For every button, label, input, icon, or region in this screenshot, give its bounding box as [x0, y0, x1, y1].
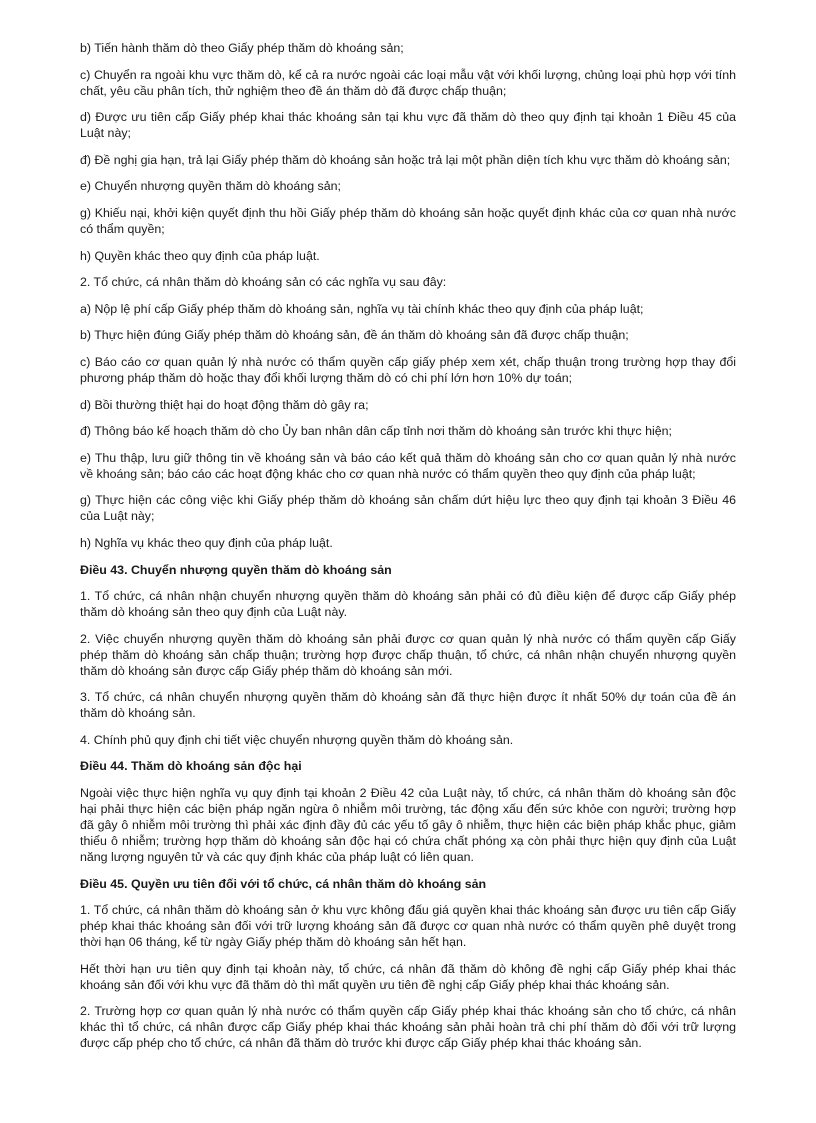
obligation-e-collect-report: e) Thu thập, lưu giữ thông tin về khoáng sản và báo cáo kết quả thăm dò khoáng sản cho cơ quan quản lý nhà nước về khoáng sản; báo cáo các hoạt động khác cho cơ quan nhà nước có thẩm quyền theo quy định của pháp luật; [80, 450, 736, 481]
obligation-c-report-changes: c) Báo cáo cơ quan quản lý nhà nước có thẩm quyền cấp giấy phép xem xét, chấp thuận trong trường hợp thay đổi phương pháp thăm dò hoặc thay đổi khối lượng thăm dò có chi phí lớn hơn 10% dự toán; [80, 354, 736, 385]
article-44-body: Ngoài việc thực hiện nghĩa vụ quy định tại khoản 2 Điều 42 của Luật này, tổ chức, cá nhân thăm dò khoáng sản độc hại phải thực hiện các biện pháp ngăn ngừa ô nhiễm môi trường, tác động xấu đến sức khỏe con người; trường hợp đã gây ô nhiễm môi trường thì phải xác định đầy đủ các yếu tố gây ô nhiễm, thực hiện các biện pháp khắc phục, giảm thiểu ô nhiễm; trường hợp thăm dò khoáng sản độc hại có chứa chất phóng xạ còn phải thực hiện quy định của Luật năng lượng nguyên tử và các quy định khác của pháp luật có liên quan. [80, 786, 736, 865]
clause-d-priority-mining-license: d) Được ưu tiên cấp Giấy phép khai thác khoáng sản tại khu vực đã thăm dò theo quy định tại khoản 1 Điều 45 của Luật này; [80, 110, 736, 141]
clause-e-transfer-rights: e) Chuyển nhượng quyền thăm dò khoáng sản; [80, 179, 341, 194]
obligation-h-other: h) Nghĩa vụ khác theo quy định của pháp luật. [80, 535, 333, 550]
article-43-clause-3: 3. Tổ chức, cá nhân chuyển nhượng quyền thăm dò khoáng sản đã thực hiện được ít nhất 50% dự toán của đề án thăm dò khoáng sản. [80, 690, 736, 721]
article-43-heading: Điều 43. Chuyển nhượng quyền thăm dò khoáng sản [80, 562, 392, 577]
article-45-clause-1-continued: Hết thời hạn ưu tiên quy định tại khoản này, tổ chức, cá nhân đã thăm dò không đề nghị cấp Giấy phép khai thác khoáng sản đối với khu vực đã thăm dò thì mất quyền ưu tiên đề nghị cấp Giấy phép khai thác khoáng sản. [80, 961, 736, 992]
clause-h-other-rights: h) Quyền khác theo quy định của pháp luật. [80, 248, 320, 263]
obligation-a-fees: a) Nộp lệ phí cấp Giấy phép thăm dò khoáng sản, nghĩa vụ tài chính khác theo quy định của pháp luật; [80, 301, 644, 316]
article-43-clause-1: 1. Tổ chức, cá nhân nhận chuyển nhượng quyền thăm dò khoáng sản phải có đủ điều kiện để được cấp Giấy phép thăm dò khoáng sản theo quy định của Luật này. [80, 589, 736, 620]
obligation-dd-notify-plan: đ) Thông báo kế hoạch thăm dò cho Ủy ban nhân dân cấp tỉnh nơi thăm dò khoáng sản trước khi thực hiện; [80, 424, 672, 439]
obligation-b-comply: b) Thực hiện đúng Giấy phép thăm dò khoáng sản, đề án thăm dò khoáng sản đã được chấp thuận; [80, 328, 629, 343]
obligation-d-compensate: d) Bồi thường thiệt hại do hoạt động thăm dò gây ra; [80, 397, 369, 412]
clause-b-explore-per-license: b) Tiến hành thăm dò theo Giấy phép thăm dò khoáng sản; [80, 41, 404, 55]
article-45-clause-1: 1. Tổ chức, cá nhân thăm dò khoáng sản ở khu vực không đấu giá quyền khai thác khoáng sản được ưu tiên cấp Giấy phép khai thác khoáng sản đối với trữ lượng khoáng sản đã được cơ quan nhà nước có thẩm quyền phê duyệt trong thời hạn 06 tháng, kể từ ngày Giấy phép thăm dò khoáng sản hết hạn. [80, 903, 736, 950]
article-43-clause-4: 4. Chính phủ quy định chi tiết việc chuyển nhượng quyền thăm dò khoáng sản. [80, 732, 514, 747]
clause-g-complaint: g) Khiếu nại, khởi kiện quyết định thu hồi Giấy phép thăm dò khoáng sản hoặc quyết định khác của cơ quan nhà nước có thẩm quyền; [80, 205, 736, 236]
obligation-g-termination: g) Thực hiện các công việc khi Giấy phép thăm dò khoáng sản chấm dứt hiệu lực theo quy định tại khoản 3 Điều 46 của Luật này; [80, 493, 736, 524]
clause-dd-extend-return-license: đ) Đề nghị gia hạn, trả lại Giấy phép thăm dò khoáng sản hoặc trả lại một phần diện tích khu vực thăm dò khoáng sản; [80, 152, 731, 167]
article-43-clause-2: 2. Việc chuyển nhượng quyền thăm dò khoáng sản phải được cơ quan quản lý nhà nước có thẩm quyền cấp Giấy phép thăm dò khoáng sản chấp thuận; trường hợp được chấp thuận, tổ chức, cá nhân nhận chuyển nhượng quyền thăm dò khoáng sản được cấp Giấy phép thăm dò khoáng sản mới. [80, 631, 736, 678]
article-45-heading: Điều 45. Quyền ưu tiên đối với tổ chức, cá nhân thăm dò khoáng sản [80, 876, 487, 891]
article-45-clause-2: 2. Trường hợp cơ quan quản lý nhà nước có thẩm quyền cấp Giấy phép khai thác khoáng sản cho tổ chức, cá nhân khác thì tổ chức, cá nhân được cấp Giấy phép khai thác khoáng sản phải hoàn trả chi phí thăm dò đối với trữ lượng được cấp phép cho tổ chức, cá nhân đã thăm dò trước khi được cấp Giấy phép khai thác khoáng sản. [80, 1004, 736, 1051]
article-44-heading: Điều 44. Thăm dò khoáng sản độc hại [80, 759, 302, 774]
obligations-intro: 2. Tổ chức, cá nhân thăm dò khoáng sản có các nghĩa vụ sau đây: [80, 275, 447, 290]
clause-c-transfer-samples: c) Chuyển ra ngoài khu vực thăm dò, kể cả ra nước ngoài các loại mẫu vật với khối lượng, chủng loại phù hợp với tính chất, yêu cầu phân tích, thử nghiệm theo đề án thăm dò đã được chấp thuận; [80, 67, 736, 98]
